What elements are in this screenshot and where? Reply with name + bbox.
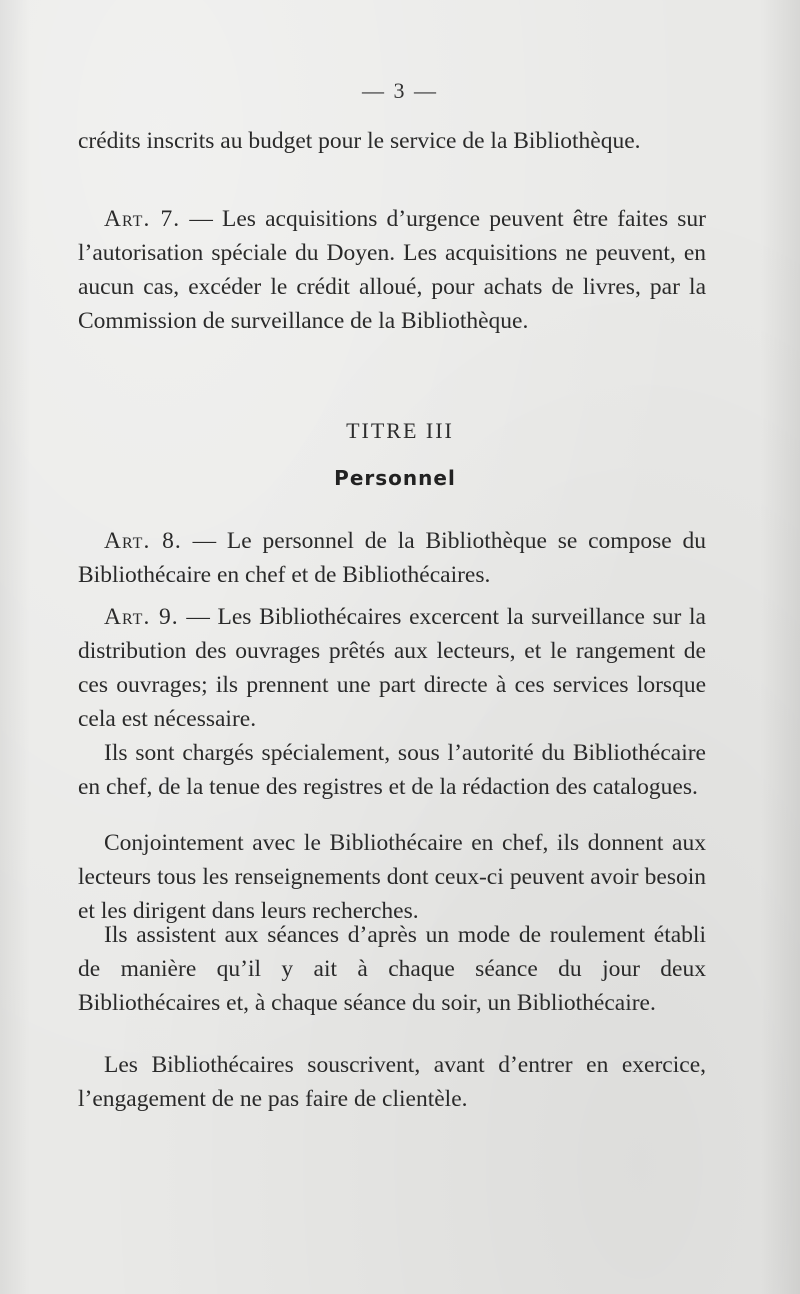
article-9-label: Art. 9. <box>104 604 179 630</box>
article-9-text: — Les Bibliothécaires excercent la surveillance sur la distribution des ouvrages prêtés aux lecteurs, et le rangement de ces ouvrages; ils prennent une part directe à ces services lorsque cela est nécessaire. <box>78 604 706 732</box>
paragraph-text: Ils assistent aux séances d’après un mode de roulement établi de manière qu’il y ait à chaque séance du jour deux Bibliothécaires et, à chaque séance du soir, un Bibliothécaire. <box>78 922 706 1016</box>
page-number: — 3 — <box>362 78 438 103</box>
paragraph-credits <box>78 124 706 158</box>
paragraph-text: Les Bibliothécaires souscrivent, avant d’entrer en exercice, l’engagement de ne pas faire de clientèle. <box>78 1052 706 1112</box>
section-heading: Personnel <box>334 466 456 490</box>
page-edge-shadow-left <box>0 0 30 1294</box>
article-8 <box>78 524 706 592</box>
article-8-text: — Le personnel de la Bibliothèque se compose du Bibliothécaire en chef et de Bibliothécaires. <box>78 528 706 588</box>
paragraph-conjointement <box>78 826 706 928</box>
article-7-paragraph <box>78 202 706 338</box>
paragraph-charges <box>78 736 706 804</box>
paragraph-text: crédits inscrits au budget pour le service de la Bibliothèque. <box>78 128 641 154</box>
article-8-paragraph <box>78 524 706 592</box>
article-9-paragraph <box>78 600 706 736</box>
article-8-label: Art. 8. <box>104 528 182 554</box>
paragraph-text: Ils sont chargés spécialement, sous l’autorité du Bibliothécaire en chef, de la tenue des registres et de la rédaction des catalogues. <box>78 740 706 800</box>
article-9 <box>78 600 706 736</box>
article-7-label: Art. 7. <box>104 206 181 232</box>
paragraph-text: Conjointement avec le Bibliothécaire en chef, ils donnent aux lecteurs tous les renseignements dont ceux-ci peuvent avoir besoin et les dirigent dans leurs recherches. <box>78 830 706 924</box>
article-7-text: — Les acquisitions d’urgence peuvent être faites sur l’autorisation spéciale du Doyen. Les acquisitions ne peuvent, en aucun cas, excéder le crédit alloué, pour achats de livres, par la Commission de surveillance de la Bibliothèque. <box>78 206 706 334</box>
section-title: TITRE III <box>346 418 454 443</box>
paragraph-souscrivent <box>78 1048 706 1116</box>
article-7 <box>78 202 706 338</box>
paragraph-assistent <box>78 918 706 1020</box>
page-edge-shadow-right <box>760 0 800 1294</box>
